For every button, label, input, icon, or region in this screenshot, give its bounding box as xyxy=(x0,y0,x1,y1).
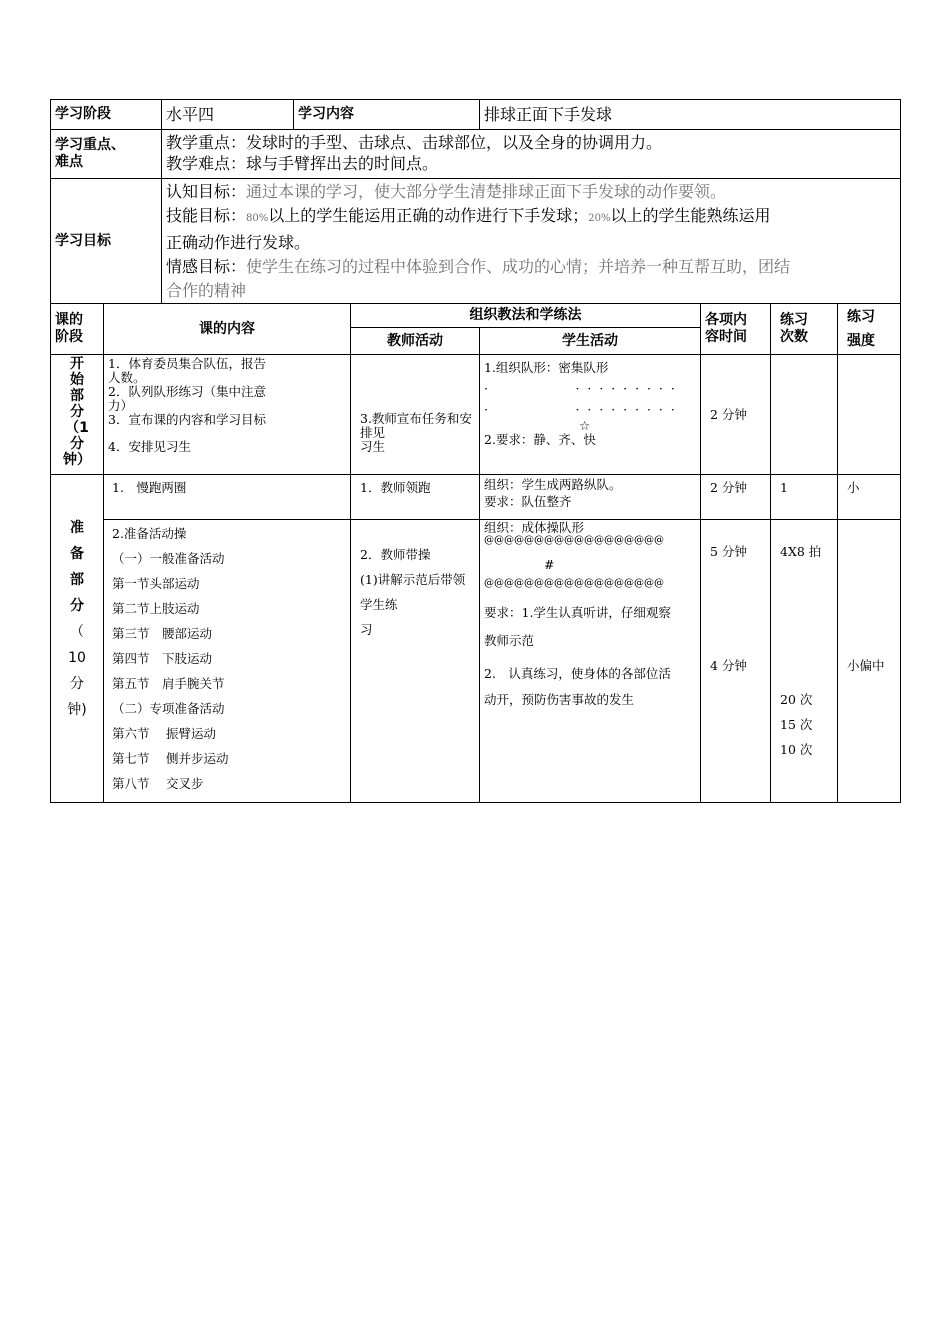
warm-run-student: 组织：学生成两路纵队。 要求：队伍整齐 xyxy=(480,475,701,520)
start-phase: 开 始 部 分 （1 分 钟） xyxy=(51,355,104,475)
prep-count: 4X8 拍 20 次 15 次 10 次 xyxy=(771,520,838,803)
skill-goal: 技能目标：80%以上的学生能运用正确的动作进行下手发球；20%以上的学生能熟练运用 xyxy=(166,206,771,225)
start-count xyxy=(771,355,838,475)
warm-run-content: 1. 慢跑两圈 xyxy=(104,475,351,520)
head-content: 课的内容 xyxy=(104,304,351,355)
lesson-plan xyxy=(50,99,900,803)
stage-label: 学习阶段 xyxy=(51,100,162,130)
start-row xyxy=(51,355,901,475)
head-count: 练习 次数 xyxy=(771,304,838,355)
key-point: 教学重点：发球时的手型、击球点、击球部位，以及全身的协调用力。 xyxy=(166,133,663,152)
head-time: 各项内 容时间 xyxy=(701,304,771,355)
goals-label: 学习目标 xyxy=(51,179,162,304)
focus-row xyxy=(51,130,901,179)
formation-at-row-1: @@@@@@@@@@@@@@@@@@ xyxy=(484,535,664,546)
warm-run-count: 1 xyxy=(771,475,838,520)
goals-row xyxy=(51,179,901,304)
prep-content: 2.准备活动操 （一）一般准备活动 第一节头部运动 第二节上肢运动 第三节 腰部运动 第四节 下肢运动 第五节 肩手腕关节 （二）专项准备活动 第六节 振臂运动 第七节 侧并步运动 第八节 交叉步 xyxy=(104,520,351,803)
prep-teacher: 2．教师带操 (1)讲解示范后带领学生练 习 xyxy=(351,520,480,803)
warm-run-teacher: 1．教师领跑 xyxy=(351,475,480,520)
content-value: 排球正面下手发球 xyxy=(480,100,901,130)
goals-content: 认知目标：通过本课的学习，使大部分学生清楚排球正面下手发球的动作要领。 技能目标：80%以上的学生能运用正确的动作进行下手发球；20%以上的学生能熟练运用 正确动作进行发球。 情感目标：使学生在练习的过程中体验到合作、成功的心情；并培养一种互帮互助，团结 合作的精神 xyxy=(162,179,901,304)
difficulty: 教学难点：球与手臂挥出去的时间点。 xyxy=(166,154,439,173)
head-student: 学生活动 xyxy=(480,328,701,355)
start-time: 2 分钟 xyxy=(701,355,771,475)
teacher-star-icon: ☆ xyxy=(579,418,591,433)
focus-content xyxy=(162,130,901,179)
start-teacher: 3.教师宣布任务和安排见 习生 xyxy=(351,355,480,475)
prep-time: 5 分钟 4 分钟 xyxy=(701,520,771,803)
head-org: 组织教法和学练法 xyxy=(351,304,701,328)
start-student: 1.组织队形：密集队形 · · · · · · · · · · · · · · · · · · · · ☆ 2.要求：静、齐、快 xyxy=(480,355,701,475)
formation-dots-1: · · · · · · · · · · xyxy=(484,381,675,396)
header-row xyxy=(51,100,901,130)
focus-label: 学习重点、 难点 xyxy=(51,130,162,179)
prep-student: 组织：成体操队形 @@@@@@@@@@@@@@@@@@ # @@@@@@@@@@@@@@@@@@ 要求：1.学生认真听讲，仔细观察 教师示范 2. 认真练习，使身体的各部位活 动开，预防伤害事故的发生 xyxy=(480,520,701,803)
head-phase: 课的 阶段 xyxy=(51,304,104,355)
warm-run-time: 2 分钟 xyxy=(701,475,771,520)
head-teacher: 教师活动 xyxy=(351,328,480,355)
affect-goal: 情感目标：使学生在练习的过程中体验到合作、成功的心情；并培养一种互帮互助，团结 xyxy=(166,257,791,276)
prep-intensity: 小偏中 xyxy=(838,520,901,803)
cognitive-goal: 认知目标：通过本课的学习，使大部分学生清楚排球正面下手发球的动作要领。 xyxy=(166,182,727,201)
start-content: 1．体育委员集合队伍，报告 人数。 2．队列队形练习（集中注意 力） 3．宣布课的内容和学习目标 4．安排见习生 xyxy=(104,355,351,475)
table-head-row-1 xyxy=(51,304,901,328)
start-intensity xyxy=(838,355,901,475)
teacher-hash-icon: # xyxy=(544,557,555,572)
content-label: 学习内容 xyxy=(294,100,480,130)
formation-dots-2: · · · · · · · · · · xyxy=(484,402,675,417)
warm-run-intensity: 小 xyxy=(838,475,901,520)
warm-run-row xyxy=(51,475,901,520)
stage-value: 水平四 xyxy=(162,100,294,130)
lesson-plan-table xyxy=(50,99,901,803)
head-intensity: 练习 强度 xyxy=(838,304,901,355)
prep-row xyxy=(51,520,901,803)
prep-phase: 准 备 部 分 （ 10 分 钟) xyxy=(51,475,104,803)
formation-at-row-2: @@@@@@@@@@@@@@@@@@ xyxy=(484,578,664,589)
